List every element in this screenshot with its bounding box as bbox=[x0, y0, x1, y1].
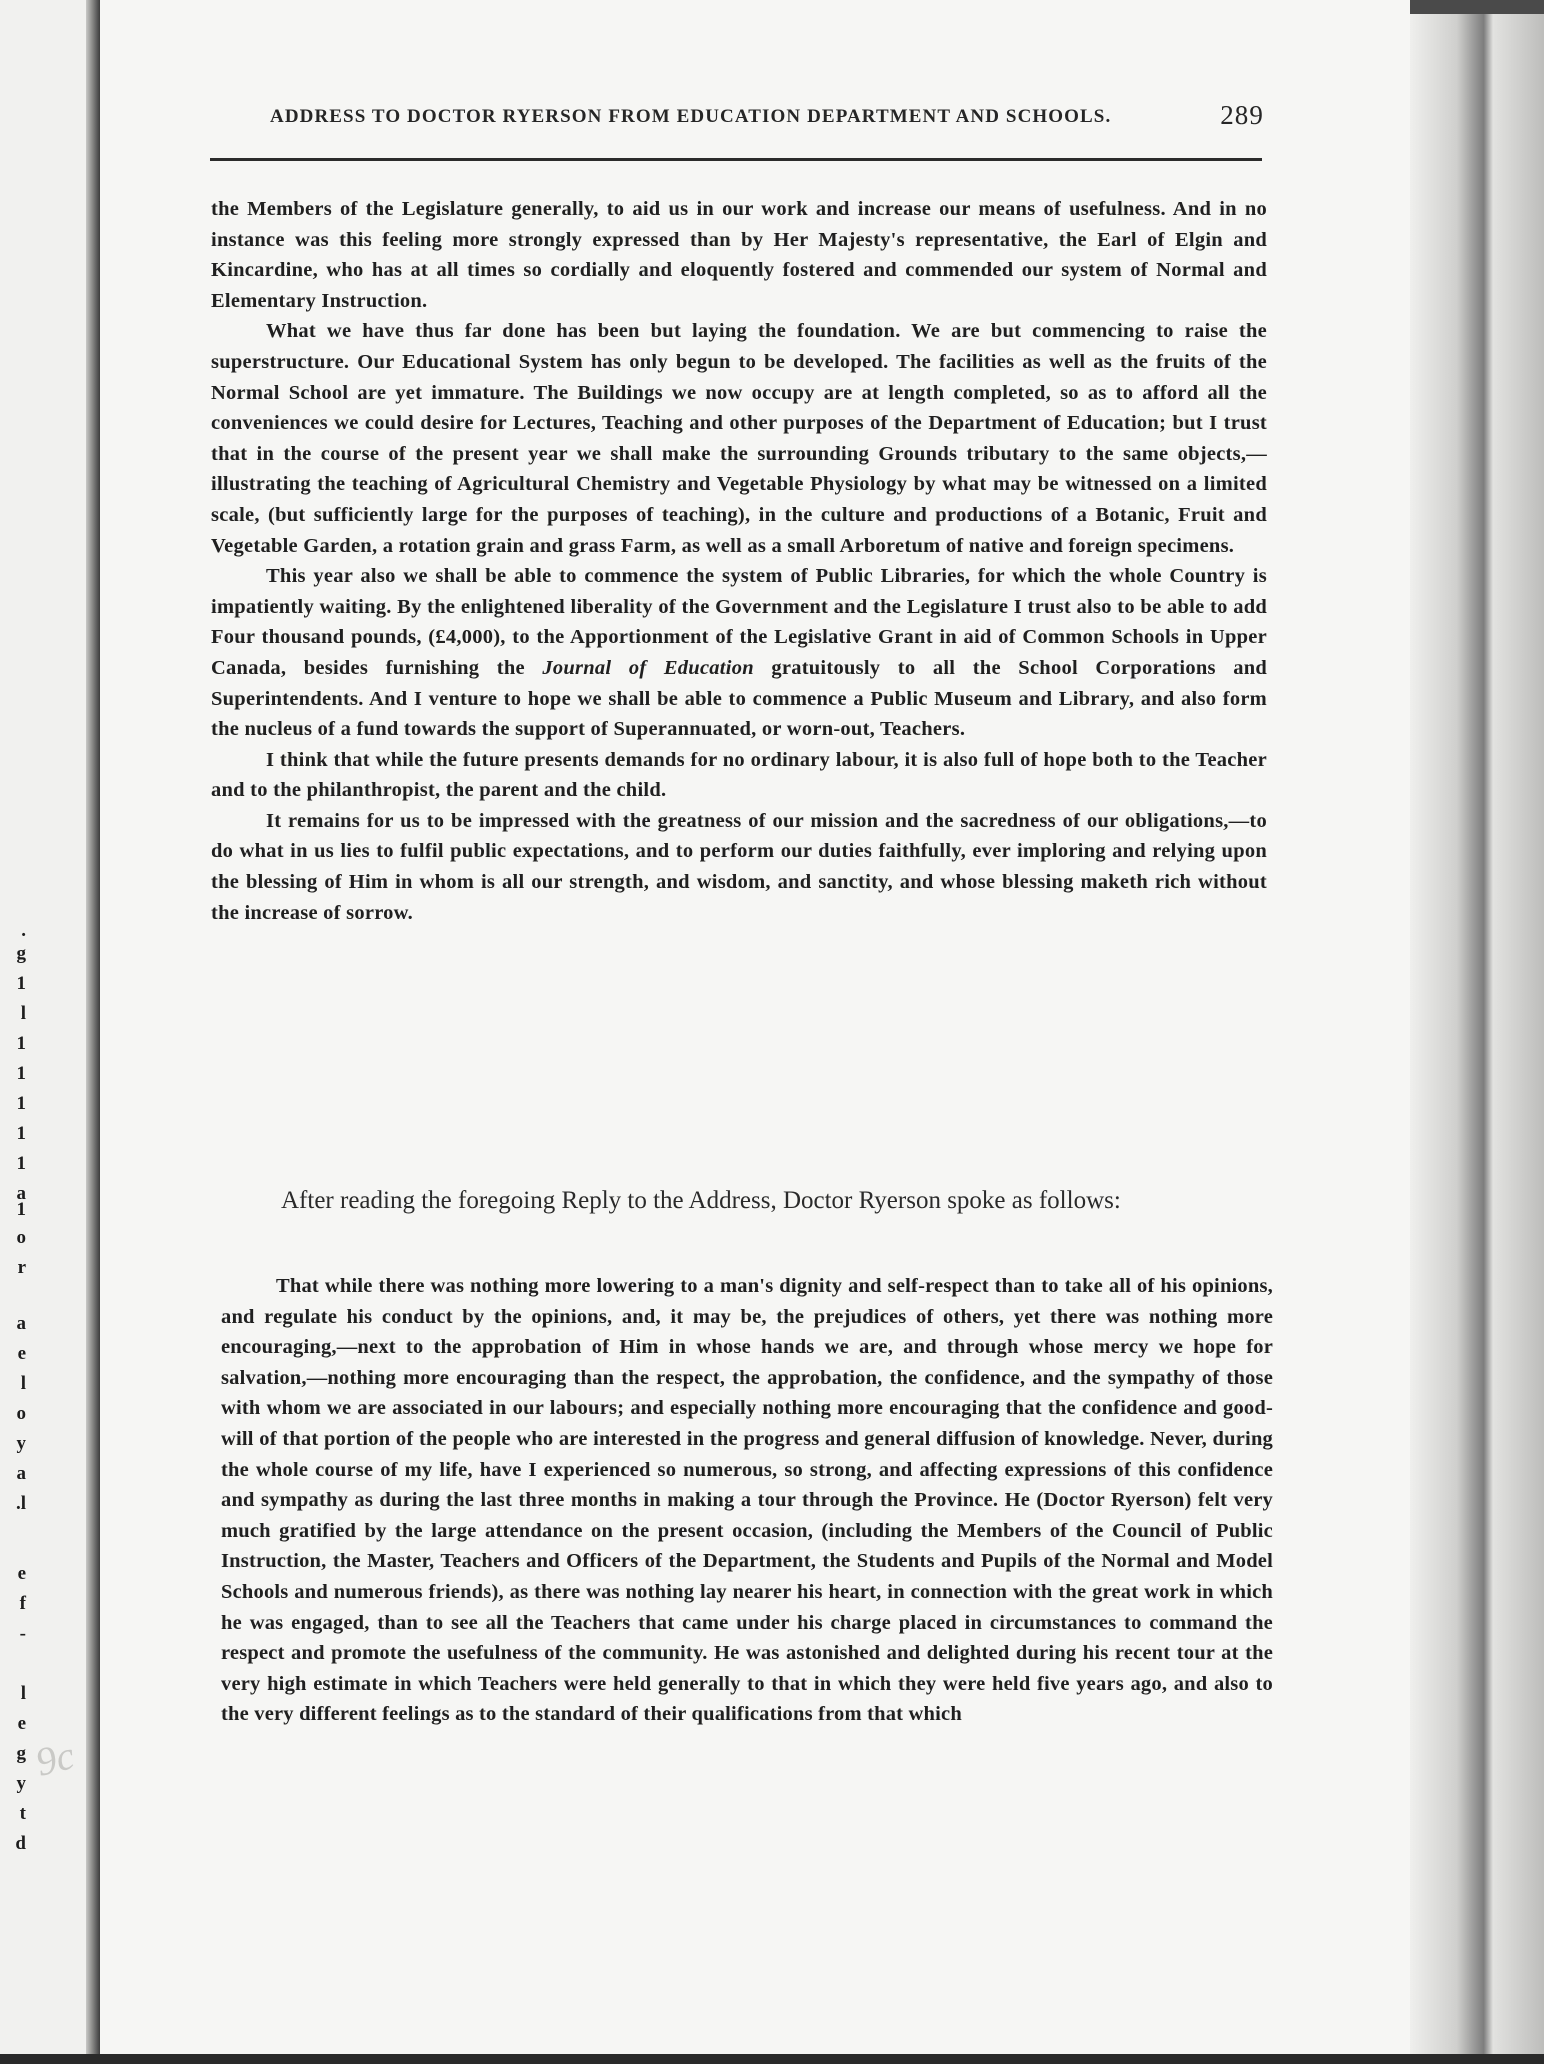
book-gutter bbox=[86, 0, 100, 2064]
journal-title: Journal of Education bbox=[542, 656, 754, 679]
edge-char: e bbox=[17, 1713, 26, 1734]
edge-char: l bbox=[20, 1373, 26, 1394]
paragraph: the Members of the Legislature generally, to aid us in our work and increase our means of usefulness. And in no instance was this feeling more strongly expressed than by Her Majesty's representative, the Earl of Elgin and Kincardine, who has at all times so cordially and eloquently fostered and commended our system of Normal and Elementary Instruction. bbox=[211, 198, 1267, 312]
paragraph: What we have thus far done has been but laying the foundation. We are but commencing to raise the superstructure. Our Educational System has only begun to be developed. The facilities as well as the fruits of the Normal School are yet immature. The Buildings we now occupy are at length completed, so as to afford all the conveniences we could desire for Lectures, Teaching and other purposes of the Department of Education; but I trust that in the course of the present year we shall make the surrounding Grounds tributary to the same objects,—illustrating the teaching of Agricultural Chemistry and Vegetable Physiology by what may be witnessed on a limited scale, (but sufficiently large for the purposes of teaching), in the culture and productions of a Botanic, Fruit and Vegetable Garden, a rotation grain and grass Farm, as well as a small Arboretum of native and foreign specimens. bbox=[211, 320, 1267, 557]
reply-text bbox=[211, 194, 1267, 928]
running-head-title: ADDRESS TO DOCTOR RYERSON FROM EDUCATION DEPARTMENT AND SCHOOLS. bbox=[270, 106, 1112, 127]
scan-shadow-top bbox=[1410, 0, 1544, 14]
paragraph: It remains for us to be impressed with the greatness of our mission and the sacredness of our obligations,—to do what in us lies to fulfil public expectations, and to perform our duties faithfully, ever imploring and relying upon the blessing of Him in whom is all our strength, and wisdom, and sanctity, and whose blessing maketh rich without the increase of sorrow. bbox=[211, 809, 1267, 924]
paragraph: That while there was nothing more lowering to a man's dignity and self-respect than to take all of his opinions, and regulate his conduct by the opinions, and, it may be, the prejudices of others, yet there was nothing more encouraging,—next to the approbation of Him in whose hands we are, and through whose mercy we hope for salvation,—nothing more encouraging than the respect, the approbation, the confidence, and the sympathy of those with whom we are associated in our labours; and especially nothing more encouraging that the confidence and good-will of that portion of the people who are interested in the progress and general diffusion of knowledge. Never, during the whole course of my life, have I experienced so numerous, so strong, and affecting expressions of this confidence and sympathy as during the last three months in making a tour through the Province. He (Doctor Ryerson) felt very much gratified by the large attendance on the present occasion, (including the Members of the Council of Public Instruction, the Master, Teachers and Officers of the Department, the Students and Pupils of the Normal and Model Schools and numerous friends), as there was nothing lay nearer his heart, in connection with the great work in which he was engaged, than to see all the Teachers that came under his charge placed in circumstances to command the respect and promote the usefulness of the community. He was astonished and delighted during his recent tour at the very high estimate in which Teachers were held generally to that in which they were held five years ago, and also to the very different feelings as to the standard of their qualifications from that which bbox=[221, 1275, 1273, 1726]
page-stack-edge bbox=[1410, 0, 1544, 2064]
edge-char: 1 bbox=[16, 1199, 26, 1220]
edge-char: g bbox=[16, 1743, 26, 1764]
edge-char: a bbox=[16, 1463, 26, 1484]
adjacent-left-page bbox=[0, 0, 100, 2064]
edge-char: a bbox=[16, 1183, 26, 1204]
edge-char: y bbox=[16, 1433, 26, 1454]
speech-text bbox=[221, 1271, 1273, 1730]
edge-char: . bbox=[21, 920, 26, 941]
edge-char: a bbox=[16, 1313, 26, 1334]
header-rule bbox=[210, 158, 1262, 161]
paragraph-text: This year also we shall be able to commence the system of Public Libraries, for which the whole Country is impatiently waiting. By the enlightened liberality of the Government and the Legislature I trust also to be able to add Four thousand pounds, (£4,000), to the Apportionment of the Legislative Grant in aid of Common Schools in Upper Canada, besides furnishing the bbox=[211, 565, 1267, 679]
edge-char: y bbox=[16, 1773, 26, 1794]
edge-char: 1 bbox=[16, 1063, 26, 1084]
edge-char: l bbox=[20, 1683, 26, 1704]
edge-char: 1 bbox=[16, 1153, 26, 1174]
page-number: 289 bbox=[1220, 100, 1264, 130]
paragraph: I think that while the future presents demands for no ordinary labour, it is also full of hope both to the Teacher and to the philanthropist, the parent and the child. bbox=[211, 748, 1267, 802]
left-page-edge-text bbox=[0, 0, 30, 2064]
scan-shadow-bottom bbox=[0, 2054, 1544, 2064]
edge-char: 1 bbox=[16, 973, 26, 994]
edge-char: t bbox=[19, 1803, 26, 1824]
paragraph-text: gratuitously to all the School Corporations and Superintendents. And I venture to hope we shall be able to commence a Public Museum and Library, and also form the nucleus of a fund towards the support of Superannuated, or worn-out, Teachers. bbox=[211, 656, 1267, 741]
edge-char: o bbox=[16, 1403, 26, 1424]
edge-char: e bbox=[17, 1563, 26, 1584]
edge-char: 1 bbox=[16, 1033, 26, 1054]
edge-char: f bbox=[19, 1593, 26, 1614]
edge-char: e bbox=[17, 1343, 26, 1364]
edge-char: o bbox=[16, 1227, 26, 1248]
pencil-mark: 9c bbox=[31, 1732, 79, 1785]
edge-char: l bbox=[20, 1003, 26, 1024]
edge-char: r bbox=[17, 1257, 26, 1278]
edge-char: 1 bbox=[16, 1093, 26, 1114]
paragraph bbox=[211, 561, 1267, 745]
edge-char: g bbox=[16, 943, 26, 964]
edge-char: .l bbox=[15, 1493, 26, 1514]
edge-char: - bbox=[19, 1623, 26, 1644]
section-intro bbox=[221, 1185, 1273, 1217]
running-head bbox=[270, 100, 1264, 136]
edge-char: 1 bbox=[16, 1123, 26, 1144]
edge-char: d bbox=[15, 1833, 26, 1854]
intro-paragraph: After reading the foregoing Reply to the Address, Doctor Ryerson spoke as follows: bbox=[281, 1187, 1121, 1214]
